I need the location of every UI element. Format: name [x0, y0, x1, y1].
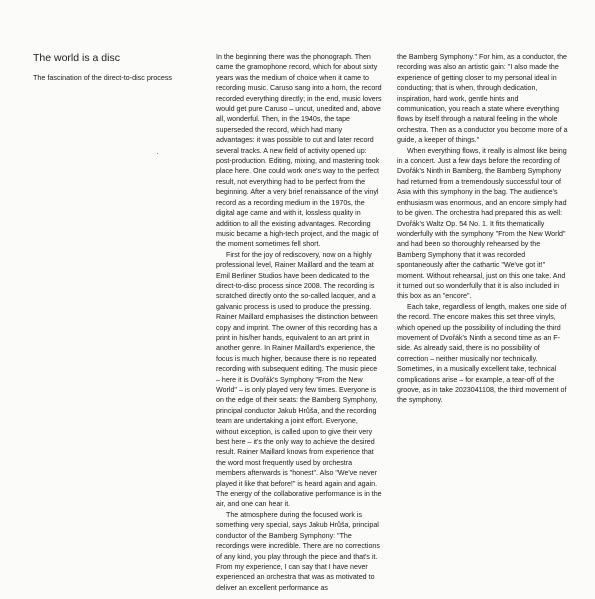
- paragraph: In the beginning there was the phonograph. Then came the gramophone record, which for about sixty years was the medium of choice when it came to recording music. Caruso sang into a horn, the record recorded everything directly; in the end, music lovers would get pure Caruso – uncut, unedited and, above all, wonderful. Then, in the 1940s, the tape superseded the record, which had many advantages: it was possible to cut and later record several tracks. A new field of activity opened up: post-production. Editing, mixing, and mastering took place here. One could work one's way to the perfect result, not everything had to be perfect from the beginning. After a very brief renaissance of the vinyl record as a recording medium in the 1970s, the digital age came and with it, lossless quality in addition to all the existing advantages. Recording music became a high-tech project, and the magic of the moment sometimes fell short.: [216, 53, 382, 249]
- paragraph: When everything flows, it really is almost like being in a concert. Just a few days before the recording of Dvořák's Ninth in Bamberg, the Bamberg Symphony had returned from a tremendously successful tour of Asia with this symphony in the bag. The audience's enthusiasm was enormous, and an encore simply had to be given. The orchestra had prepared this as well: Dvořák's Waltz Op. 54 No. 1. It fits thematically wonderfully with the symphony "From the New World" and had been so thoroughly rehearsed by the Bamberg Symphony that it was recorded spontaneously after the cathartic "We've got it!" moment. Without rehearsal, just on this one take. And it turned out so wonderfully that it is also included in this box as an "encore".: [397, 146, 567, 301]
- page-title: The world is a disc: [33, 52, 120, 64]
- paragraph: the Bamberg Symphony." For him, as a conductor, the recording was also an artistic gain: "I also made the experience of getting closer to my personal ideal in conducting; that is when, through dedication, inspiration, hard work, gentle hints and communication, you reach a state where everything flows by itself through a natural feeling in the whole orchestra. Then as a conductor you become more of a guide, a keeper of things.": [397, 53, 568, 145]
- text-column-right: [397, 52, 569, 406]
- paragraph: The atmosphere during the focused work is something very special, says Jakub Hrůša, principal conductor of the Bamberg Symphony: "The recordings were incredible. There are no corrections of any kind, you play through the piece and that's it. From my experience, I can say that I have never experienced an orchestra that was as motivated to deliver an excellent performance as: [216, 510, 380, 592]
- text-column-left: [216, 52, 382, 593]
- page-subtitle: The fascination of the direct-to-disc process: [33, 73, 173, 82]
- paragraph: First for the joy of rediscovery, now on a highly professional level, Rainer Maillard and the team at Emil Berliner Studios have been dedicated to the direct-to-disc process since 2008. The recording is scratched directly onto the so-called lacquer, and a galvanic process is used to produce the pressing. Rainer Maillard emphasises the distinction between copy and imprint. The owner of this recording has a print in his/her hands, equivalent to an art print in another genre. In Rainer Maillard's experience, the focus is much higher, because there is no repeated recording with subsequent editing. The music piece – here it is Dvořák's Symphony "From the New World" – is only played very few times. Everyone is on the edge of their seats: the Bamberg Symphony, principal conductor Jakub Hrůša, and the recording team are undertaking a joint effort. Everyone, without exception, is called upon to give their very best here – it's the only way to achieve the desired result. Rainer Maillard knows from experience that the word most frequently used by orchestra members afterwards is "honest". Also "We've never played it like that before!" is heard again and again. The energy of the collaborative performance is in the air, and one can hear it.: [216, 250, 382, 509]
- decorative-dot: [157, 153, 158, 154]
- paragraph: Each take, regardless of length, makes one side of the record. The encore makes this set three vinyls, which opened up the possibility of including the third movement of Dvořák's Ninth a second time as an F-side. As already said, there is no possibility of correction – neither musically nor technically. Sometimes, in a musically excellent take, technical complications arise – for example, a tear-off of the groove, as in take 2023041108, the third movement of the symphony.: [397, 302, 567, 405]
